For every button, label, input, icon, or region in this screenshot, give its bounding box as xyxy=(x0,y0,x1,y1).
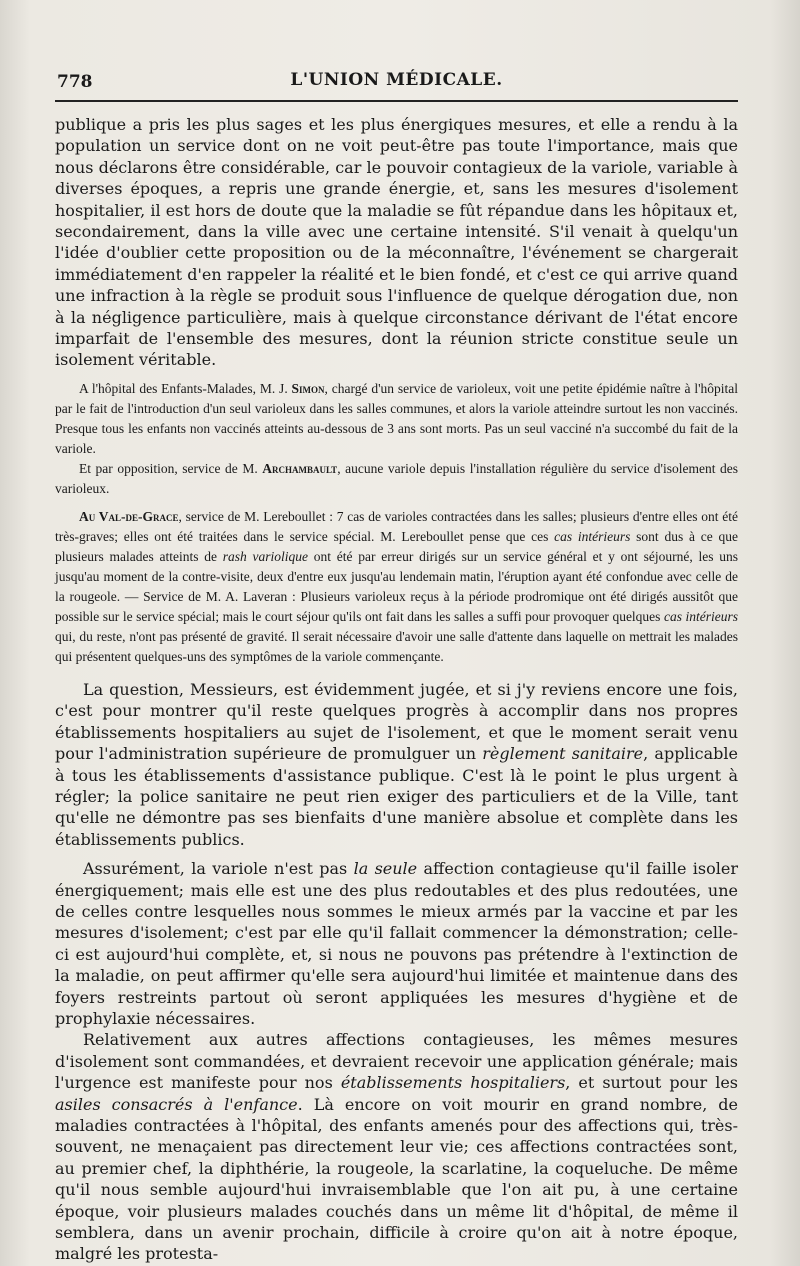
italic-run: asiles consacrés à l'enfance xyxy=(55,1094,298,1114)
spacer xyxy=(55,371,738,379)
case-val-de-grace xyxy=(55,507,738,667)
text-run: La question, Messieurs, est évidemment jugée, et si j'y reviens encore une fois, c'est pour montrer qu'il reste quelques progrès à accomplir dans nos propres établissements hospitaliers au sujet de l'isolement, et que le moment serait venu pour l'administration supérieure de promulguer un xyxy=(55,679,738,764)
text-run: ont été par erreur dirigés sur un service général et y ont séjourné, les uns jusqu'au moment de la contre-visite, deux d'entre eux jusqu'au lendemain matin, l'éruption ayant été confondue avec celle de la rougeole. — Service de M. A. Laveran : Plusieurs varioleux reçus à la période prodromique ont été dirigés aussitôt que possible sur le service spécial; mais le court séjour qu'ils ont fait dans les salles a suffi pour provoquer quelques xyxy=(55,548,738,624)
place-val-de-grace: Au Val-de-Grace xyxy=(79,508,179,524)
text-run: Et par opposition, service de M. xyxy=(79,460,263,476)
text-run: , et surtout pour les xyxy=(565,1073,738,1093)
text-run: sont dus à ce que plusieurs malades atteints de xyxy=(55,528,738,564)
case-enfants-malades xyxy=(55,379,738,459)
italic-run: règlement sanitaire xyxy=(482,744,644,764)
name-simon: Simon xyxy=(291,380,325,396)
name-archambault: Archambault xyxy=(262,460,338,476)
spacer xyxy=(55,499,738,507)
text-run: . Là encore on voit mourir en grand nombre, de maladies contractées à l'hôpital, des enfants amenés pour des affections qui, très-souvent, ne menaçaient pas directement leur vie; ces affections contractées sont, au premier chef, la diphthérie, la rougeole, la scarlatine, la coqueluche. De même qu'il nous semble aujourd'hui invraisemblable que l'on ait pu, à une certaine époque, voir plusieurs malades couchés dans un même lit d'hôpital, de même il semblera, dans un avenir prochain, difficile à croire qu'on ait à notre époque, malgré les protesta- xyxy=(55,1094,738,1264)
case-archambault xyxy=(55,459,738,499)
text-run: qui, du reste, n'ont pas présenté de gravité. Il serait nécessaire d'avoir une salle d'attente dans laquelle on mettrait les malades qui présentent quelques-uns des symptômes de la variole commençante. xyxy=(55,628,738,664)
text-run: , aucune variole depuis l'installation régulière du service d'isolement des varioleux. xyxy=(55,460,738,496)
paragraph-assurement xyxy=(55,858,738,1029)
running-title: L'UNION MÉDICALE. xyxy=(290,70,503,90)
text-run: affection contagieuse qu'il faille isoler énergiquement; mais elle est une des plus redoutables et des plus redoutées, une de celles contre lesquelles nous sommes le mieux armés par la vaccine et par les mesures d'isolement; c'est par elle qu'il fallait commencer la démonstration; celle-ci est aujourd'hui complète, et, si nous ne pouvons pas prétendre à l'extinction de la maladie, on peut affirmer qu'elle sera aujourd'hui limitée et maintenue dans des foyers restreints partout où seront appliquées les mesures d'hygiène et de prophylaxie nécessaires. xyxy=(55,859,739,1028)
text-run: A l'hôpital des Enfants-Malades, M. J. xyxy=(79,380,292,396)
spacer xyxy=(55,850,738,858)
text-run: , service de M. Lereboullet : 7 cas de varioles contractées dans les salles; plusieurs d'entre elles ont été très-graves; elles ont été traitées dans le service spécial. M. Lereboullet pense que ces xyxy=(55,508,738,544)
italic-run: rash variolique xyxy=(222,548,308,564)
italic-run: la seule xyxy=(353,859,418,879)
paragraph-1-text: publique a pris les plus sages et les plus énergiques mesures, et elle a rendu à la population un service dont on ne voit peut-être pas toute l'importance, mais que nous déclarons être considérable, car le pouvoir contagieux de la variole, variable à diverses époques, a repris une grande énergie, et, sans les mesures d'isolement hospitalier, il est hors de doute que la maladie se fût répandue dans les hôpitaux et, secondairement, dans la ville avec une certaine intensité. S'il venait à quelqu'un l'idée d'oublier cette proposition ou de la méconnaître, l'événement se chargerait immédiatement d'en rappeler la réalité et le bien fondé, et c'est ce qui arrive quand une infraction à la règle se produit sous l'influence de quelque dérogation due, non à la négligence particulière, mais à quelque circonstance dérivant de l'état encore imparfait de l'ensemble des mesures, dont la réunion stricte constitue seule un isolement véritable. xyxy=(55,115,738,370)
page-number: 778 xyxy=(57,72,93,92)
page-header xyxy=(55,60,738,102)
paragraph-relativement xyxy=(55,1029,738,1264)
paragraph-question xyxy=(55,679,738,850)
text-run: , chargé d'un service de varioleux, voit une petite épidémie naître à l'hôpital par le fait de l'introduction d'un seul varioleux dans les salles communes, et alors la variole atteindre surtout les non vaccinés. Presque tous les enfants non vaccinés atteints au-dessous de 3 ans sont morts. Pas un seul vacciné n'a succombé du fait de la variole. xyxy=(55,380,739,456)
spacer xyxy=(55,667,738,679)
text-run: Relativement aux autres affections contagieuses, les mêmes mesures d'isolement sont commandées, et devraient recevoir une application générale; mais l'urgence est manifeste pour nos xyxy=(55,1030,738,1093)
italic-run: cas intérieurs xyxy=(554,528,631,544)
text-run: , applicable à tous les établissements d'assistance publique. C'est là le point le plus urgent à régler; la police sanitaire ne peut rien exiger des particuliers et de la Ville, tant qu'elle ne démontre pas ses bienfaits d'une manière absolue et complète dans les établissements publics. xyxy=(55,744,738,849)
italic-run: établissements hospitaliers xyxy=(340,1073,566,1093)
text-run: Assurément, la variole n'est pas xyxy=(83,859,354,879)
paragraph-1 xyxy=(55,114,738,371)
italic-run: cas intérieurs xyxy=(663,608,738,624)
